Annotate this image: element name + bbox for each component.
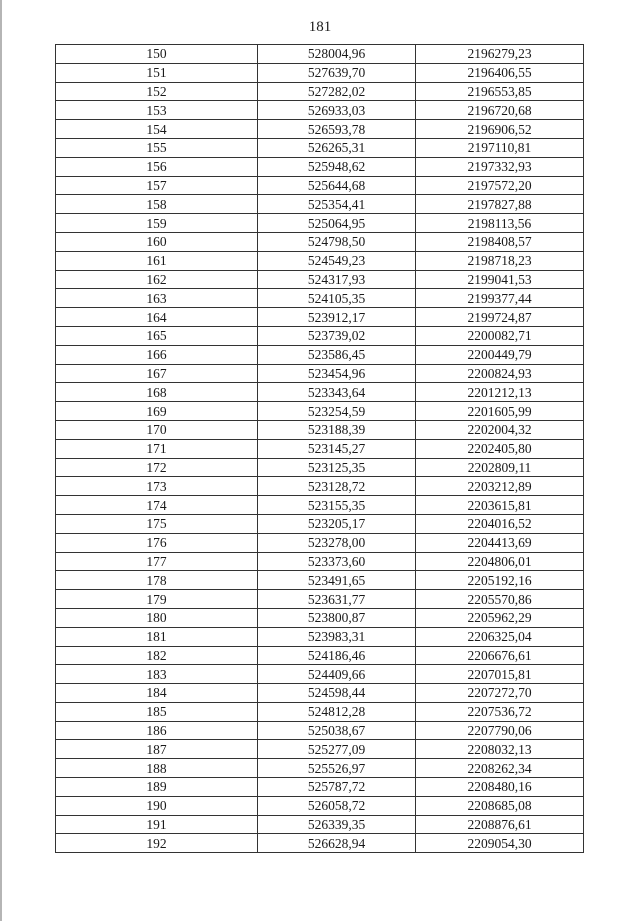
table-row [56, 157, 584, 176]
x-coordinate-cell: 525526,97 [258, 759, 416, 778]
y-coordinate-cell: 2200082,71 [416, 326, 584, 345]
y-coordinate-cell: 2196553,85 [416, 82, 584, 101]
y-coordinate-cell: 2198113,56 [416, 214, 584, 233]
point-number-cell: 167 [56, 364, 258, 383]
x-coordinate-cell: 524549,23 [258, 251, 416, 270]
y-coordinate-cell: 2196406,55 [416, 63, 584, 82]
table-row [56, 496, 584, 515]
point-number-cell: 151 [56, 63, 258, 82]
x-coordinate-cell: 528004,96 [258, 45, 416, 64]
table-row [56, 402, 584, 421]
point-number-cell: 152 [56, 82, 258, 101]
table-row [56, 477, 584, 496]
point-number-cell: 173 [56, 477, 258, 496]
y-coordinate-cell: 2208685,08 [416, 796, 584, 815]
y-coordinate-cell: 2199377,44 [416, 289, 584, 308]
x-coordinate-cell: 525948,62 [258, 157, 416, 176]
coordinates-table-body [56, 45, 584, 853]
y-coordinate-cell: 2209054,30 [416, 834, 584, 853]
point-number-cell: 158 [56, 195, 258, 214]
x-coordinate-cell: 523454,96 [258, 364, 416, 383]
y-coordinate-cell: 2202004,32 [416, 420, 584, 439]
point-number-cell: 181 [56, 627, 258, 646]
point-number-cell: 191 [56, 815, 258, 834]
table-row [56, 740, 584, 759]
table-row [56, 759, 584, 778]
x-coordinate-cell: 525354,41 [258, 195, 416, 214]
point-number-cell: 161 [56, 251, 258, 270]
y-coordinate-cell: 2199724,87 [416, 308, 584, 327]
x-coordinate-cell: 525277,09 [258, 740, 416, 759]
y-coordinate-cell: 2207536,72 [416, 702, 584, 721]
table-row [56, 533, 584, 552]
point-number-cell: 186 [56, 721, 258, 740]
page-edge [0, 0, 2, 921]
table-row [56, 383, 584, 402]
table-row [56, 514, 584, 533]
x-coordinate-cell: 526593,78 [258, 120, 416, 139]
table-row [56, 684, 584, 703]
table-row [56, 251, 584, 270]
coordinates-table [55, 44, 584, 853]
table-row [56, 458, 584, 477]
x-coordinate-cell: 523188,39 [258, 420, 416, 439]
y-coordinate-cell: 2208480,16 [416, 778, 584, 797]
point-number-cell: 170 [56, 420, 258, 439]
y-coordinate-cell: 2198408,57 [416, 232, 584, 251]
x-coordinate-cell: 527282,02 [258, 82, 416, 101]
point-number-cell: 180 [56, 608, 258, 627]
table-row [56, 270, 584, 289]
x-coordinate-cell: 526265,31 [258, 138, 416, 157]
x-coordinate-cell: 525064,95 [258, 214, 416, 233]
x-coordinate-cell: 526933,03 [258, 101, 416, 120]
point-number-cell: 183 [56, 665, 258, 684]
y-coordinate-cell: 2205192,16 [416, 571, 584, 590]
point-number-cell: 163 [56, 289, 258, 308]
y-coordinate-cell: 2200449,79 [416, 345, 584, 364]
table-row [56, 590, 584, 609]
x-coordinate-cell: 523373,60 [258, 552, 416, 571]
x-coordinate-cell: 524105,35 [258, 289, 416, 308]
x-coordinate-cell: 523912,17 [258, 308, 416, 327]
x-coordinate-cell: 524409,66 [258, 665, 416, 684]
point-number-cell: 192 [56, 834, 258, 853]
x-coordinate-cell: 523128,72 [258, 477, 416, 496]
table-row [56, 420, 584, 439]
y-coordinate-cell: 2206325,04 [416, 627, 584, 646]
y-coordinate-cell: 2204016,52 [416, 514, 584, 533]
x-coordinate-cell: 524812,28 [258, 702, 416, 721]
page-number: 181 [308, 19, 332, 35]
table-row [56, 195, 584, 214]
y-coordinate-cell: 2207272,70 [416, 684, 584, 703]
point-number-cell: 189 [56, 778, 258, 797]
table-row [56, 214, 584, 233]
x-coordinate-cell: 523491,65 [258, 571, 416, 590]
y-coordinate-cell: 2196279,23 [416, 45, 584, 64]
y-coordinate-cell: 2204413,69 [416, 533, 584, 552]
point-number-cell: 164 [56, 308, 258, 327]
point-number-cell: 176 [56, 533, 258, 552]
point-number-cell: 190 [56, 796, 258, 815]
table-row [56, 101, 584, 120]
y-coordinate-cell: 2208262,34 [416, 759, 584, 778]
point-number-cell: 166 [56, 345, 258, 364]
point-number-cell: 157 [56, 176, 258, 195]
y-coordinate-cell: 2198718,23 [416, 251, 584, 270]
table-row [56, 571, 584, 590]
x-coordinate-cell: 526339,35 [258, 815, 416, 834]
point-number-cell: 169 [56, 402, 258, 421]
point-number-cell: 155 [56, 138, 258, 157]
table-row [56, 665, 584, 684]
x-coordinate-cell: 524317,93 [258, 270, 416, 289]
x-coordinate-cell: 524598,44 [258, 684, 416, 703]
point-number-cell: 187 [56, 740, 258, 759]
y-coordinate-cell: 2208876,61 [416, 815, 584, 834]
table-row [56, 120, 584, 139]
point-number-cell: 182 [56, 646, 258, 665]
x-coordinate-cell: 523586,45 [258, 345, 416, 364]
y-coordinate-cell: 2207015,81 [416, 665, 584, 684]
y-coordinate-cell: 2203212,89 [416, 477, 584, 496]
table-row [56, 308, 584, 327]
x-coordinate-cell: 523739,02 [258, 326, 416, 345]
y-coordinate-cell: 2204806,01 [416, 552, 584, 571]
y-coordinate-cell: 2205570,86 [416, 590, 584, 609]
table-row [56, 834, 584, 853]
y-coordinate-cell: 2197332,93 [416, 157, 584, 176]
point-number-cell: 168 [56, 383, 258, 402]
table-row [56, 646, 584, 665]
x-coordinate-cell: 524798,50 [258, 232, 416, 251]
point-number-cell: 179 [56, 590, 258, 609]
table-row [56, 815, 584, 834]
point-number-cell: 188 [56, 759, 258, 778]
y-coordinate-cell: 2200824,93 [416, 364, 584, 383]
x-coordinate-cell: 527639,70 [258, 63, 416, 82]
table-row [56, 138, 584, 157]
point-number-cell: 162 [56, 270, 258, 289]
x-coordinate-cell: 523278,00 [258, 533, 416, 552]
y-coordinate-cell: 2207790,06 [416, 721, 584, 740]
point-number-cell: 156 [56, 157, 258, 176]
table-row [56, 608, 584, 627]
x-coordinate-cell: 523205,17 [258, 514, 416, 533]
x-coordinate-cell: 523343,64 [258, 383, 416, 402]
x-coordinate-cell: 523155,35 [258, 496, 416, 515]
x-coordinate-cell: 523145,27 [258, 439, 416, 458]
table-row [56, 796, 584, 815]
y-coordinate-cell: 2201605,99 [416, 402, 584, 421]
point-number-cell: 184 [56, 684, 258, 703]
y-coordinate-cell: 2197827,88 [416, 195, 584, 214]
table-row [56, 345, 584, 364]
y-coordinate-cell: 2201212,13 [416, 383, 584, 402]
table-row [56, 326, 584, 345]
point-number-cell: 171 [56, 439, 258, 458]
x-coordinate-cell: 523254,59 [258, 402, 416, 421]
table-row [56, 552, 584, 571]
point-number-cell: 177 [56, 552, 258, 571]
y-coordinate-cell: 2203615,81 [416, 496, 584, 515]
table-row [56, 289, 584, 308]
table-row [56, 82, 584, 101]
y-coordinate-cell: 2206676,61 [416, 646, 584, 665]
table-row [56, 63, 584, 82]
point-number-cell: 185 [56, 702, 258, 721]
table-row [56, 627, 584, 646]
x-coordinate-cell: 526058,72 [258, 796, 416, 815]
point-number-cell: 175 [56, 514, 258, 533]
point-number-cell: 159 [56, 214, 258, 233]
y-coordinate-cell: 2197110,81 [416, 138, 584, 157]
y-coordinate-cell: 2205962,29 [416, 608, 584, 627]
x-coordinate-cell: 523125,35 [258, 458, 416, 477]
point-number-cell: 174 [56, 496, 258, 515]
y-coordinate-cell: 2199041,53 [416, 270, 584, 289]
y-coordinate-cell: 2197572,20 [416, 176, 584, 195]
y-coordinate-cell: 2196906,52 [416, 120, 584, 139]
table-row [56, 778, 584, 797]
x-coordinate-cell: 525644,68 [258, 176, 416, 195]
table-row [56, 702, 584, 721]
table-row [56, 364, 584, 383]
table-row [56, 232, 584, 251]
point-number-cell: 165 [56, 326, 258, 345]
table-row [56, 45, 584, 64]
x-coordinate-cell: 526628,94 [258, 834, 416, 853]
x-coordinate-cell: 523800,87 [258, 608, 416, 627]
y-coordinate-cell: 2196720,68 [416, 101, 584, 120]
point-number-cell: 150 [56, 45, 258, 64]
table-row [56, 721, 584, 740]
x-coordinate-cell: 524186,46 [258, 646, 416, 665]
point-number-cell: 160 [56, 232, 258, 251]
table-row [56, 439, 584, 458]
point-number-cell: 172 [56, 458, 258, 477]
point-number-cell: 153 [56, 101, 258, 120]
point-number-cell: 178 [56, 571, 258, 590]
x-coordinate-cell: 525038,67 [258, 721, 416, 740]
y-coordinate-cell: 2202405,80 [416, 439, 584, 458]
point-number-cell: 154 [56, 120, 258, 139]
x-coordinate-cell: 523631,77 [258, 590, 416, 609]
table-row [56, 176, 584, 195]
y-coordinate-cell: 2202809,11 [416, 458, 584, 477]
x-coordinate-cell: 525787,72 [258, 778, 416, 797]
y-coordinate-cell: 2208032,13 [416, 740, 584, 759]
x-coordinate-cell: 523983,31 [258, 627, 416, 646]
